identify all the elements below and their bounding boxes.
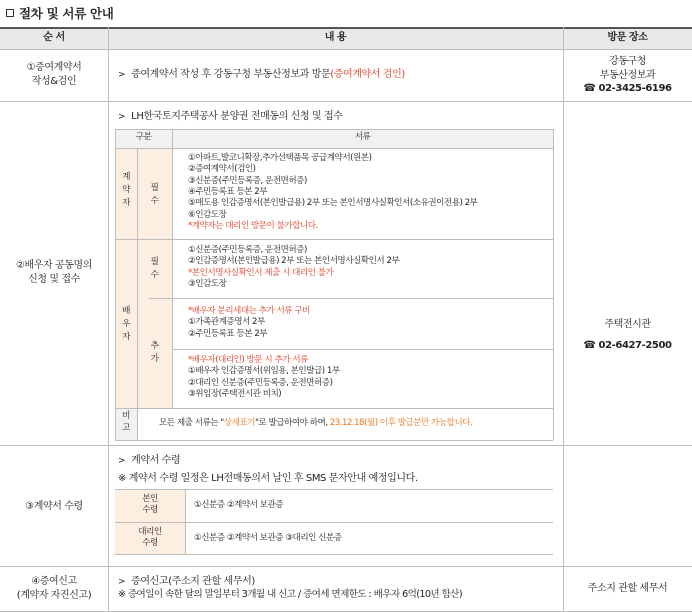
remark-text: 모든 제출 서류는 "상세표기"로 발급하여야 하며, 23.12.18(월) 이후 발급분만 가능합니다. [159,418,473,428]
subheader-docs: 서류 [354,132,371,142]
page-title-text: 절차 및 서류 안내 [19,6,114,21]
row1-content: > 증여계약서 작성 후 강동구청 부동산정보과 방문(증여계약서 검인) [118,69,405,80]
additional-label: 추 가 [150,341,159,364]
contractor-required-label: 필 수 [150,183,159,206]
header-step: 순 서 [43,32,65,43]
row4-place: 주소지 관할 세무서 [587,583,668,594]
contractor-docs: ①아파트,발코니확장,추가선택품목 공급계약서(원본) ②증여계약서(검인) ③신분증(주민등록증, 운전면허증) ④주민등록표 등본 2부 ⑤매도용 인감증명서(본인발급용) 2부 또는 본인서명사실확인서(소유권이전용) 2부 ⑥인감도장 *계약자는 대리인 방문이 불가합니다. [188,153,478,232]
subheader-category: 구분 [135,132,152,142]
remark-label: 비 고 [122,411,130,434]
page-title [6,4,114,22]
row3-heading: > 계약서 수령 [118,455,181,466]
spouse-extra1: *배우자 분리세대는 추가 서류 구비 ①가족관계증명서 2부 ②주민등록표 등본 2부 [188,306,310,339]
row1-phone: 02-3425-6196 [598,83,672,94]
arrow-right-icon: > [118,70,126,80]
row2-phone: 02-6427-2500 [598,340,672,351]
spouse-label: 배 우 자 [122,306,130,342]
square-icon [6,9,14,17]
row4-step: ④증여신고 (계약자 자진신고) [16,576,92,601]
row3-step: ③계약서 수령 [25,501,83,512]
row1-step: ①증여계약서 작성&검인 [26,62,82,87]
row1-place: 강동구청 부동산정보과 ☎ 02-3425-6196 [583,56,672,94]
row3-note: ※ 계약서 수령 일정은 LH전매동의서 날인 후 SMS 문자안내 예정입니다. [118,473,418,484]
header-content: 내 용 [324,32,347,43]
row4-text2: ※ 증여일이 속한 달의 말일부터 3개월 내 신고 / 증여세 면제한도 : 배우자 6억(10년 합산) [118,589,462,600]
row2-heading: > LH한국토지주택공사 분양권 전매동의 신청 및 접수 [118,111,343,122]
arrow-right-icon: > [118,112,126,122]
spouse-required-label: 필 수 [150,257,159,280]
row2-step: ②배우자 공동명의 신청 및 접수 [15,260,93,285]
row2-place: 주택전시관 [604,319,651,330]
arrow-right-icon: > [118,577,126,587]
self-receive-label: 본인 수령 [142,494,158,516]
self-receive-docs: ①신분증 ②계약서 보관증 [194,500,284,510]
contractor-label: 계 약 자 [122,172,130,208]
arrow-right-icon: > [118,456,126,466]
spouse-required-docs: ①신분증(주민등록증, 운전면허증) ②인감증명서(본인발급용) 2부 또는 본인서명사실확인서 2부 *본인서명사실확인서 제출 시 대리인 불가 ③인감도장 [188,245,400,290]
agent-receive-label: 대리인 수령 [138,527,162,549]
phone-icon: ☎ [583,83,599,94]
row4-text1: > 증여신고(주소지 관할 세무서) [118,576,255,587]
agent-receive-docs: ①신분증 ②계약서 보관증 ③대리인 신분증 [194,533,342,543]
phone-icon: ☎ [583,340,599,351]
spouse-extra2: *배우자(대리인) 방문 시 추가 서류 ①배우자 인감증명서(위임용, 본인발급) 1부 ②대리인 신분증(주민등록증, 운전면허증) ③위임장(주택전시관 비치) [188,355,340,400]
row2-phone-wrap [563,339,692,353]
header-place: 방문 장소 [607,32,648,43]
